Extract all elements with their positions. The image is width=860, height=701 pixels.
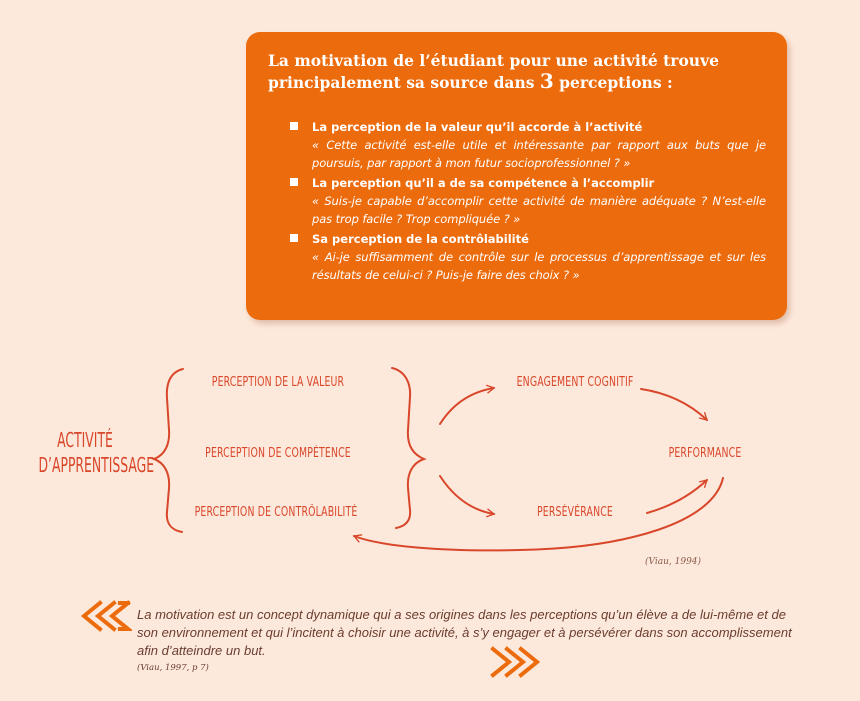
right-brace — [392, 368, 424, 528]
item-heading: Sa perception de la contrôlabilité — [312, 232, 529, 246]
arrow-to-perseverance — [440, 476, 494, 514]
item-heading: La perception de la valeur qu’il accorde à l’activité — [312, 120, 643, 134]
card-title-suffix: perceptions : — [553, 73, 673, 92]
node-performance: PERFORMANCE — [668, 446, 742, 461]
diagram-reference: (Viau, 1994) — [645, 557, 702, 567]
card-title-number: 3 — [539, 69, 554, 93]
left-brace — [154, 369, 183, 532]
motivation-definition-quote: La motivation est un concept dynamique qui a ses origines dans les perceptions qu’un élève a de lui-même et de son environnement et qui l’incitent à choisir une activité, à s’y engager et à persévérer dans son accomplissement afin d’atteindre un but. — [137, 607, 792, 658]
item-quote: « Cette activité est-elle utile et intéressante par rapport aux buts que je poursuis, par rapport à mon futur socioprofessionnel ? » — [312, 138, 766, 170]
arrow-to-engagement — [440, 388, 494, 424]
learning-activity-line1: ACTIVITÉ — [57, 428, 113, 452]
item-heading: La perception qu’il a de sa compétence à l’accomplir — [312, 176, 655, 190]
item-quote: « Suis-je capable d’accomplir cette activité de manière adéquate ? N’est-elle pas trop facile ? Trop compliquée ? » — [312, 194, 766, 226]
arrow-perseverance-to-performance — [647, 480, 707, 513]
double-chevron-left-icon — [76, 600, 132, 632]
card-title-prefix: La motivation de l’étudiant pour une activité trouve principalement sa source dans — [268, 51, 719, 92]
node-value-perception: PERCEPTION DE LA VALEUR — [211, 375, 345, 390]
node-cognitive-engagement: ENGAGEMENT COGNITIF — [516, 375, 634, 390]
item-quote: « Ai-je suffisamment de contrôle sur le processus d’apprentissage et sur les résultats de celui-ci ? Puis-je faire des choix ? » — [312, 250, 766, 282]
double-chevron-right-icon — [489, 646, 545, 678]
arrow-engagement-to-performance — [641, 389, 707, 420]
node-competence-perception: PERCEPTION DE COMPÉTENCE — [205, 446, 351, 461]
learning-activity-line2: D’APPRENTISSAGE — [38, 453, 155, 477]
learning-activity-label — [38, 428, 155, 478]
node-controllability-perception: PERCEPTION DE CONTRÔLABILITÉ — [194, 505, 358, 520]
node-perseverance: PERSÉVÉRANCE — [537, 505, 613, 520]
quote-reference: (Viau, 1997, p 7) — [137, 663, 209, 673]
